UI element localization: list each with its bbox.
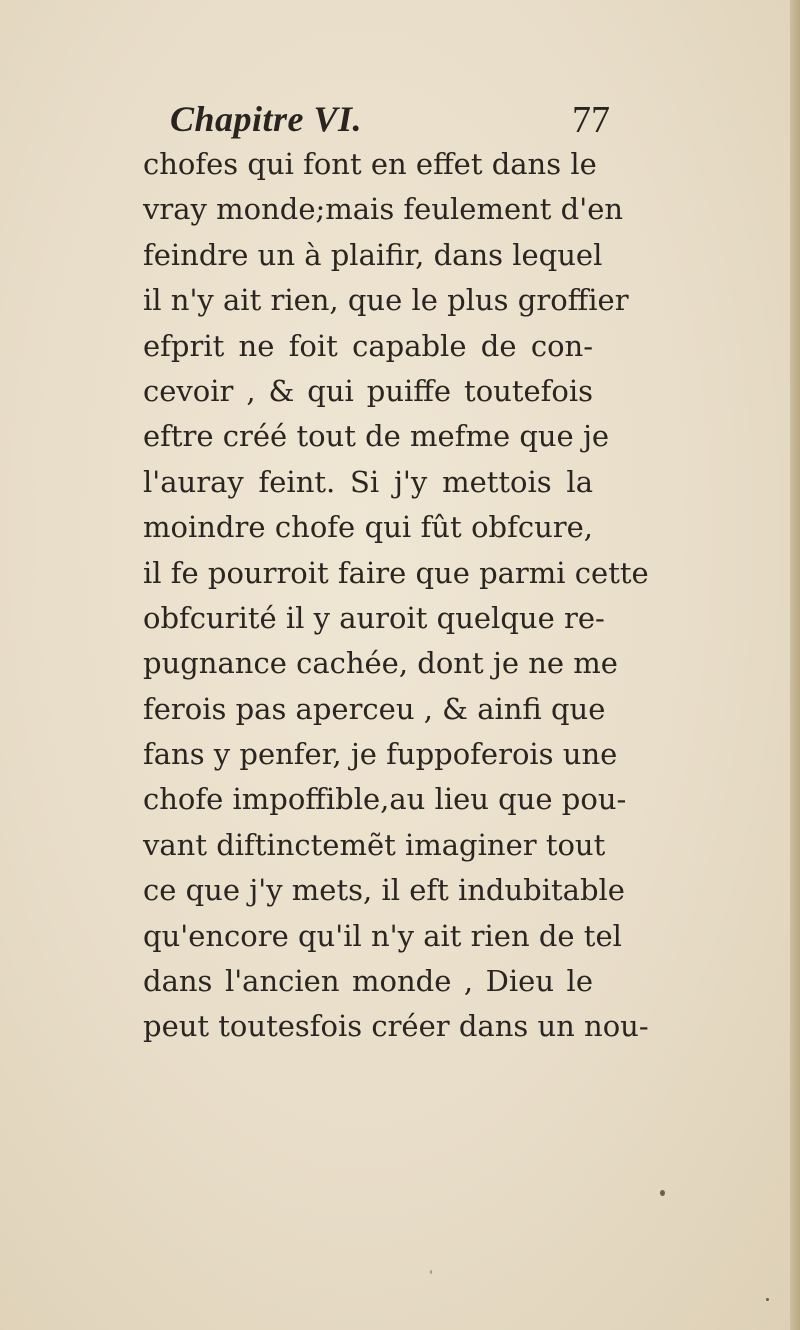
- text-line: vray monde;mais feulement d'en: [143, 192, 624, 227]
- paper-speck: [430, 1270, 432, 1274]
- text-line: dans l'ancien monde , Dieu le: [143, 964, 593, 999]
- page-number: 77: [572, 99, 610, 141]
- text-line: vant diftinctemẽt imaginer tout: [143, 827, 606, 862]
- body-text: [143, 142, 649, 1050]
- text-line: cevoir , & qui puiffe toutefois: [143, 373, 593, 408]
- text-line: efprit ne foit capable de con-: [143, 328, 593, 363]
- text-line: eftre créé tout de mefme que je: [143, 419, 610, 454]
- text-line: il n'y ait rien, que le plus groffier: [143, 283, 629, 318]
- text-line: ce que j'y mets, il eft indubitable: [143, 873, 625, 908]
- text-line: moindre chofe qui fût obfcure,: [143, 510, 593, 545]
- text-line: peut toutesfois créer dans un nou-: [143, 1009, 649, 1044]
- text-line: fans y penfer, je fuppoferois une: [143, 737, 618, 772]
- text-line: chofes qui font en effet dans le: [143, 147, 597, 181]
- text-line: feindre un à plaifir, dans lequel: [143, 237, 603, 272]
- text-line: chofe impoffible,au lieu que pou-: [143, 782, 627, 817]
- paper-speck: [766, 1298, 769, 1301]
- text-line: ferois pas aperceu , & ainfi que: [143, 691, 606, 726]
- text-line: pugnance cachée, dont je ne me: [143, 646, 618, 681]
- page-header: [170, 98, 610, 148]
- text-line: l'auray feint. Si j'y mettois la: [143, 464, 593, 499]
- running-head: Chapitre VI.: [170, 99, 363, 139]
- page-edge: [790, 0, 800, 1330]
- text-line: qu'encore qu'il n'y ait rien de tel: [143, 918, 622, 953]
- paper-speck: [660, 1190, 665, 1196]
- text-line: obfcurité il y auroit quelque re-: [143, 600, 605, 635]
- text-line: il fe pourroit faire que parmi cette: [143, 555, 649, 590]
